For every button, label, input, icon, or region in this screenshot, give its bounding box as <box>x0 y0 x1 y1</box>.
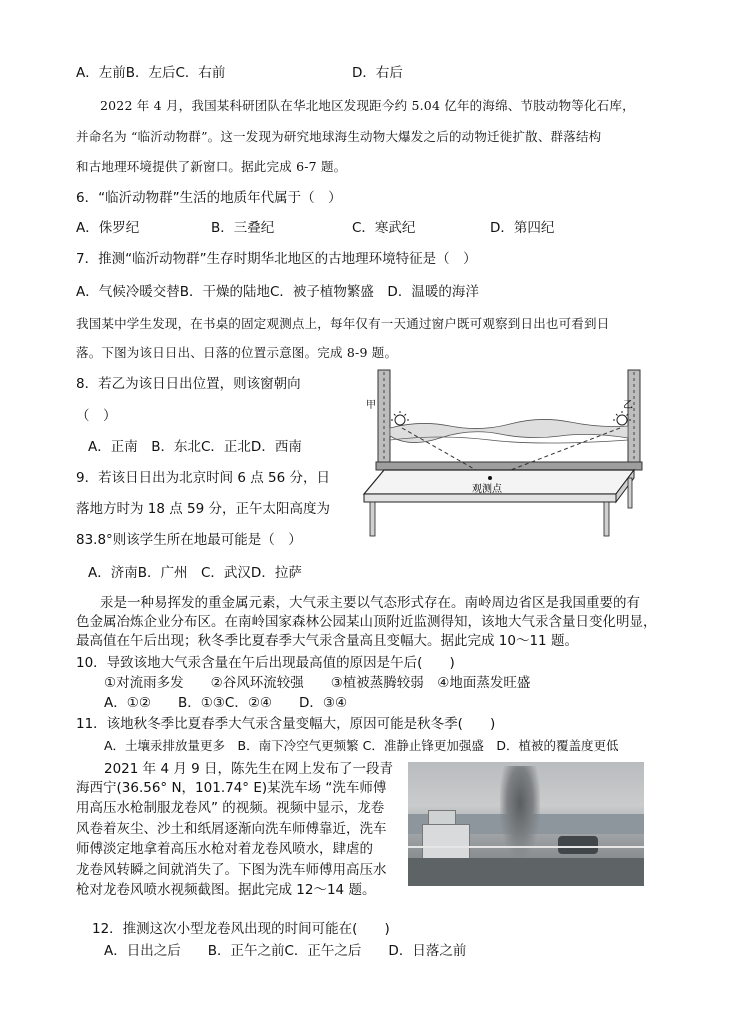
passage-1-line-3: 和古地理环境提供了新窗口。据此完成 6-7 题。 <box>76 159 347 174</box>
question-8: 8．若乙为该日日出位置，则该窗朝向 <box>76 376 301 392</box>
passage-3-line-3: 最高值在午后出现；秋冬季比夏春季大气汞含量高且变幅大。据此完成 10～11 题。 <box>76 633 578 649</box>
passage-4-line-5: 师傅淡定地拿着高压水枪对着龙卷风喷水，肆虐的 <box>76 841 373 857</box>
q6-option-c: C．寒武纪 <box>352 220 416 236</box>
label-observation-point: 观测点 <box>472 484 502 495</box>
sun-jia-icon <box>391 411 409 425</box>
q9-options: A．济南B．广州 C．武汉D．拉萨 <box>88 565 302 581</box>
passage-3-line-1: 汞是一种易挥发的重金属元素，大气汞主要以气态形式存在。南岭周边省区是我国重要的有 <box>100 595 640 611</box>
q6-option-a: A．侏罗纪 <box>76 220 140 236</box>
label-jia: 甲 <box>366 400 376 411</box>
tornado-video-screenshot <box>408 762 644 886</box>
q8-options: A．正南 B．东北C．正北D．西南 <box>88 439 302 455</box>
passage-4-line-7: 枪对龙卷风喷水视频截图。据此完成 12～14 题。 <box>76 882 376 898</box>
sunrise-sunset-diagram <box>360 368 648 538</box>
passage-1-line-2: 并命名为 “临沂动物群”。这一发现为研究地球海生动物大爆发之后的动物迁徙扩散、群落结构 <box>76 129 602 144</box>
question-11: 11．该地秋冬季比夏春季大气汞含量变幅大，原因可能是秋冬季( ) <box>76 716 496 732</box>
q5-options-abc: A．左前B．左后C．右前 <box>76 65 226 81</box>
question-9-line-2: 落地方时为 18 点 59 分，正午太阳高度为 <box>76 501 331 517</box>
question-10: 10．导致该地大气汞含量在午后出现最高值的原因是午后( ) <box>76 655 455 671</box>
q10-items: ①对流雨多发 ②谷风环流较强 ③植被蒸腾较弱 ④地面蒸发旺盛 <box>104 675 531 691</box>
q12-options: A．日出之后 B．正午之前C．正午之后 D．日落之前 <box>104 943 467 959</box>
photo-car <box>558 836 598 854</box>
passage-2-line-2: 落。下图为该日日出、日落的位置示意图。完成 8-9 题。 <box>76 345 398 360</box>
passage-4-line-6: 龙卷风转瞬之间就消失了。下图为洗车师傅用高压水 <box>76 862 387 878</box>
passage-4-line-1: 2021 年 4 月 9 日，陈先生在网上发布了一段青 <box>104 761 393 777</box>
passage-4-line-2: 海西宁(36.56° N，101.74° E)某洗车场 “洗车师傅 <box>76 780 387 796</box>
q5-option-d: D．右后 <box>352 65 403 81</box>
passage-1-line-1: 2022 年 4 月，我国某科研团队在华北地区发现距今约 5.04 亿年的海绵、节肢动物等化石库， <box>100 98 635 113</box>
q7-options: A．气候冷暖交替B．干燥的陆地C．被子植物繁盛 D．温暖的海洋 <box>76 284 479 300</box>
tornado-funnel <box>500 766 540 858</box>
question-8-paren: （ ） <box>76 408 117 424</box>
photo-truck <box>422 824 470 860</box>
passage-4-line-3: 用高压水枪制服龙卷风” 的视频。视频中显示，龙卷 <box>76 800 385 816</box>
q5-options <box>76 64 403 82</box>
q10-options: A．①② B．①③C．②④ D．③④ <box>104 695 348 711</box>
q6-option-b: B．三叠纪 <box>211 220 275 236</box>
q11-options: A．土壤汞排放量更多 B．南下冷空气更频繁 C．准静止锋更加强盛 D．植被的覆盖度更低 <box>104 738 619 753</box>
passage-4-line-4: 风卷着灰尘、沙土和纸屑逐渐向洗车师傅靠近，洗车 <box>76 821 387 837</box>
passage-2-line-1: 我国某中学生发现，在书桌的固定观测点上，每年仅有一天通过窗户既可观察到日出也可看到日 <box>76 316 610 331</box>
photo-ground <box>408 858 644 886</box>
label-yi: 乙 <box>623 400 633 411</box>
question-7: 7．推测“临沂动物群”生存时期华北地区的古地理环境特征是（ ） <box>76 251 477 267</box>
q6-option-d: D．第四纪 <box>490 220 555 236</box>
window-diagram-svg <box>360 368 648 538</box>
question-6: 6．“临沂动物群”生活的地质年代属于（ ） <box>76 190 342 206</box>
question-12: 12．推测这次小型龙卷风出现的时间可能在( ) <box>92 921 390 937</box>
passage-3-line-2: 色金属冶炼企业分布区。在南岭国家森林公园某山顶附近监测得知，该地大气汞含量日变化明显， <box>76 614 657 630</box>
question-9-line-1: 9．若该日日出为北京时间 6 点 56 分，日 <box>76 470 331 486</box>
photo-rail <box>408 846 644 848</box>
question-9-line-3: 83.8°则该学生所在地最可能是（ ） <box>76 532 302 548</box>
